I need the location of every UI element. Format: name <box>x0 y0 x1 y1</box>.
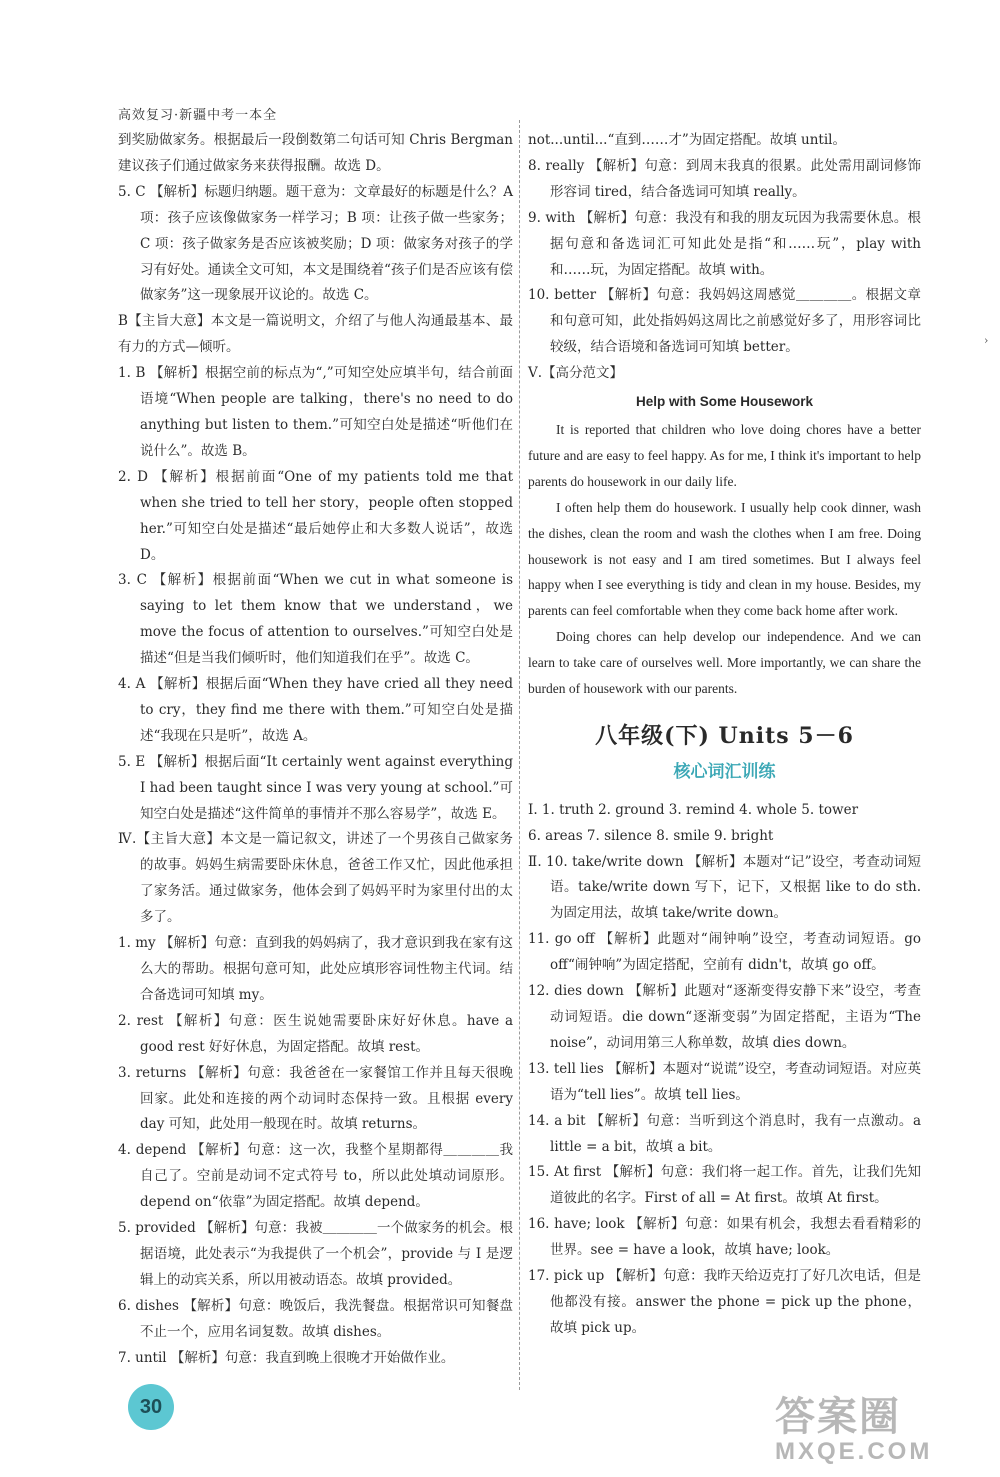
essay-paragraph: It is reported that children who love doing chores have a better future and are easy to feel happy. As for me, I think it's important to help parents do housework in our daily life. <box>528 421 921 489</box>
answer-item: 3. C 【解析】根据前面“When we cut in what someone is saying to let them know that we understand，we move the focus of attention to ourselves.”可知空白处是描述“但是当我们倾听时，他们知道我们在乎”。故选 C。 <box>118 572 513 667</box>
answer-item: 4. depend 【解析】句意：这一次，我整个星期都得＿＿＿＿我自己了。空前是动词不定式符号 to，所以此处填动词原形。depend on“依靠”为固定搭配。故填 depend。 <box>118 1142 513 1211</box>
watermark-url: MXQE.COM <box>775 1438 933 1465</box>
passage-summary: B【主旨大意】本文是一篇说明文，介绍了与他人沟通最基本、最有力的方式—倾听。 <box>118 313 513 356</box>
answer-item: not...until...“直到……才”为固定搭配。故填 until。 <box>528 132 846 148</box>
answer-item: 12. dies down 【解析】此题对“逐渐变得安静下来”设空，考查动词短语。die down“逐渐变弱”为固定搭配，主语为“The noise”，动词用第三人称单数，故填 dies down。 <box>528 983 921 1051</box>
watermark-text: 答案圈 <box>775 1395 901 1439</box>
answer-item: 14. a bit 【解析】句意：当听到这个消息时，我有一点激动。a little = a bit，故填 a bit。 <box>528 1112 921 1155</box>
unit-title: 八年级(下) Units 5－6 <box>595 722 854 749</box>
essay-paragraph: I often help them do housework. I usually help cook dinner, wash the dishes, clean the room and wash the clothes when I am free. Doing housework is not easy and I am tired sometimes. But I always feel happy when I see everything is tidy and clean in my house. Besides, my parents can feel comfortable when they come back home after work. <box>528 499 921 619</box>
answer-item: 5. provided 【解析】句意：我被＿＿＿＿一个做家务的机会。根据语境，此处表示“为我提供了一个机会”，provide 与 I 是逻辑上的动宾关系，所以用被动语态。故填 provided。 <box>118 1220 513 1288</box>
answer-item: 2. rest 【解析】句意：医生说她需要卧床好好休息。have a good rest 好好休息，为固定搭配。故填 rest。 <box>118 1012 513 1055</box>
answer-item: 6. areas 7. silence 8. smile 9. bright <box>528 827 774 844</box>
column-divider <box>519 120 520 1390</box>
answer-item: 5. C 【解析】标题归纳题。题干意为：文章最好的标题是什么？A 项：孩子应该像做家务一样学习；B 项：让孩子做一些家务；C 项：孩子做家务是否应该被奖励；D 项：做家务对孩子的学习有好处。通读全文可知，本文是围绕着“孩子们是否应该有偿做家务”这一现象展开议论的。故选 C。 <box>118 183 513 304</box>
answer-item: 11. go off 【解析】此题对“闹钟响”设空，考查动词短语。go off“闹钟响”为固定搭配，空前有 didn't，故填 go off。 <box>528 931 921 974</box>
section-title: 核心词汇训练 <box>673 761 776 782</box>
answer-item: 13. tell lies 【解析】本题对“说谎”设空，考查动词短语。对应英语为“tell lies”。故填 tell lies。 <box>528 1060 921 1103</box>
watermark-logo <box>775 1395 960 1467</box>
answer-item: 16. have; look 【解析】句意：如果有机会，我想去看看精彩的世界。see = have a look，故填 have; look。 <box>528 1216 921 1259</box>
answer-item: 7. until 【解析】句意：我直到晚上很晚才开始做作业。 <box>118 1349 455 1366</box>
answer-item: 10. better 【解析】句意：我妈妈这周感觉＿＿＿＿。根据文章和句意可知，此处指妈妈这周比之前感觉好多了，用形容词比较级，结合语境和备选词可知填 better。 <box>528 287 921 356</box>
answer-item: 9. with 【解析】句意：我没有和我的朋友玩因为我需要休息。根据句意和备选词汇可知此处是指“和……玩”，play with 和……玩，为固定搭配。故填 with。 <box>528 209 921 278</box>
edge-mark: › <box>984 334 989 347</box>
answer-item: Ⅱ. 10. take/write down 【解析】本题对“记”设空，考查动词短语。take/write down 写下，记下，又根据 like to do sth. 为固定用法，故填 take/write down。 <box>528 853 921 922</box>
passage-summary: Ⅳ.【主旨大意】本文是一篇记叙文，讲述了一个男孩自己做家务的故事。妈妈生病需要卧床休息，爸爸工作又忙，因此他承担了家务活。通过做家务，他体会到了妈妈平时为家里付出的太多了。 <box>118 831 513 926</box>
page-number-badge: 30 <box>128 1384 174 1430</box>
answer-item: 6. dishes 【解析】句意：晚饭后，我洗餐盘。根据常识可知餐盘不止一个，应用名词复数。故填 dishes。 <box>118 1297 513 1340</box>
answer-item: 5. E 【解析】根据后面“It certainly went against everything I had been taught since I was very young at school.”可知空白处是描述“这件简单的事情并不那么容易学”，故选 E。 <box>118 753 513 822</box>
answer-item: 1. B 【解析】根据空前的标点为“,”可知空处应填半句，结合前面语境“When people are talking，there's no need to do anything but listen to them.”可知空白处是描述“听他们在说什么”。故选 B。 <box>118 365 513 459</box>
answer-item: 4. A 【解析】根据后面“When they have cried all they need to cry，they find me there with them.”可知空白处是描述“我现在只是听”，故选 A。 <box>118 676 513 744</box>
answer-item: 15. At first 【解析】句意：我们将一起工作。首先，让我们先知道彼此的名字。First of all = At first。故填 At first。 <box>528 1164 921 1207</box>
section-label: Ⅴ.【高分范文】 <box>528 365 624 382</box>
answer-item: 8. really 【解析】句意：到周末我真的很累。此处需用副词修饰形容词 tired，结合备选词可知填 really。 <box>528 157 921 200</box>
answer-item: 17. pick up 【解析】句意：我昨天给迈克打了好几次电话，但是他都没有接。answer the phone = pick up the phone，故填 pick up。 <box>528 1268 921 1336</box>
running-header: 高效复习·新疆中考一本全 <box>118 108 278 123</box>
essay-paragraph: Doing chores can help develop our independence. And we can learn to take care of ourselves well. More importantly, we can share the burden of housework with our parents. <box>528 629 921 697</box>
answer-item: Ⅰ. 1. truth 2. ground 3. remind 4. whole 5. tower <box>528 801 859 818</box>
answer-item: 1. my 【解析】句意：直到我的妈妈病了，我才意识到我在家有这么大的帮助。根据句意可知，此处应填形容词性物主代词。结合备选词可知填 my。 <box>118 935 513 1003</box>
answer-item: 2. D 【解析】根据前面“One of my patients told me that when she tried to tell her story，people often stopped her.”可知空白处是描述“最后她停止和大多数人说话”，故选 D。 <box>118 468 513 563</box>
answer-item: 3. returns 【解析】句意：我爸爸在一家餐馆工作并且每天很晚回家。此处和连接的两个动词时态保持一致。且根据 every day 可知，此处用一般现在时。故填 returns。 <box>118 1064 513 1133</box>
left-column <box>118 128 513 1372</box>
essay-title: Help with Some Housework <box>635 394 814 410</box>
answer-item: 到奖励做家务。根据最后一段倒数第二句话可知 Chris Bergman 建议孩子们通过做家务来获得报酬。故选 D。 <box>118 132 513 174</box>
right-column <box>528 128 921 1342</box>
